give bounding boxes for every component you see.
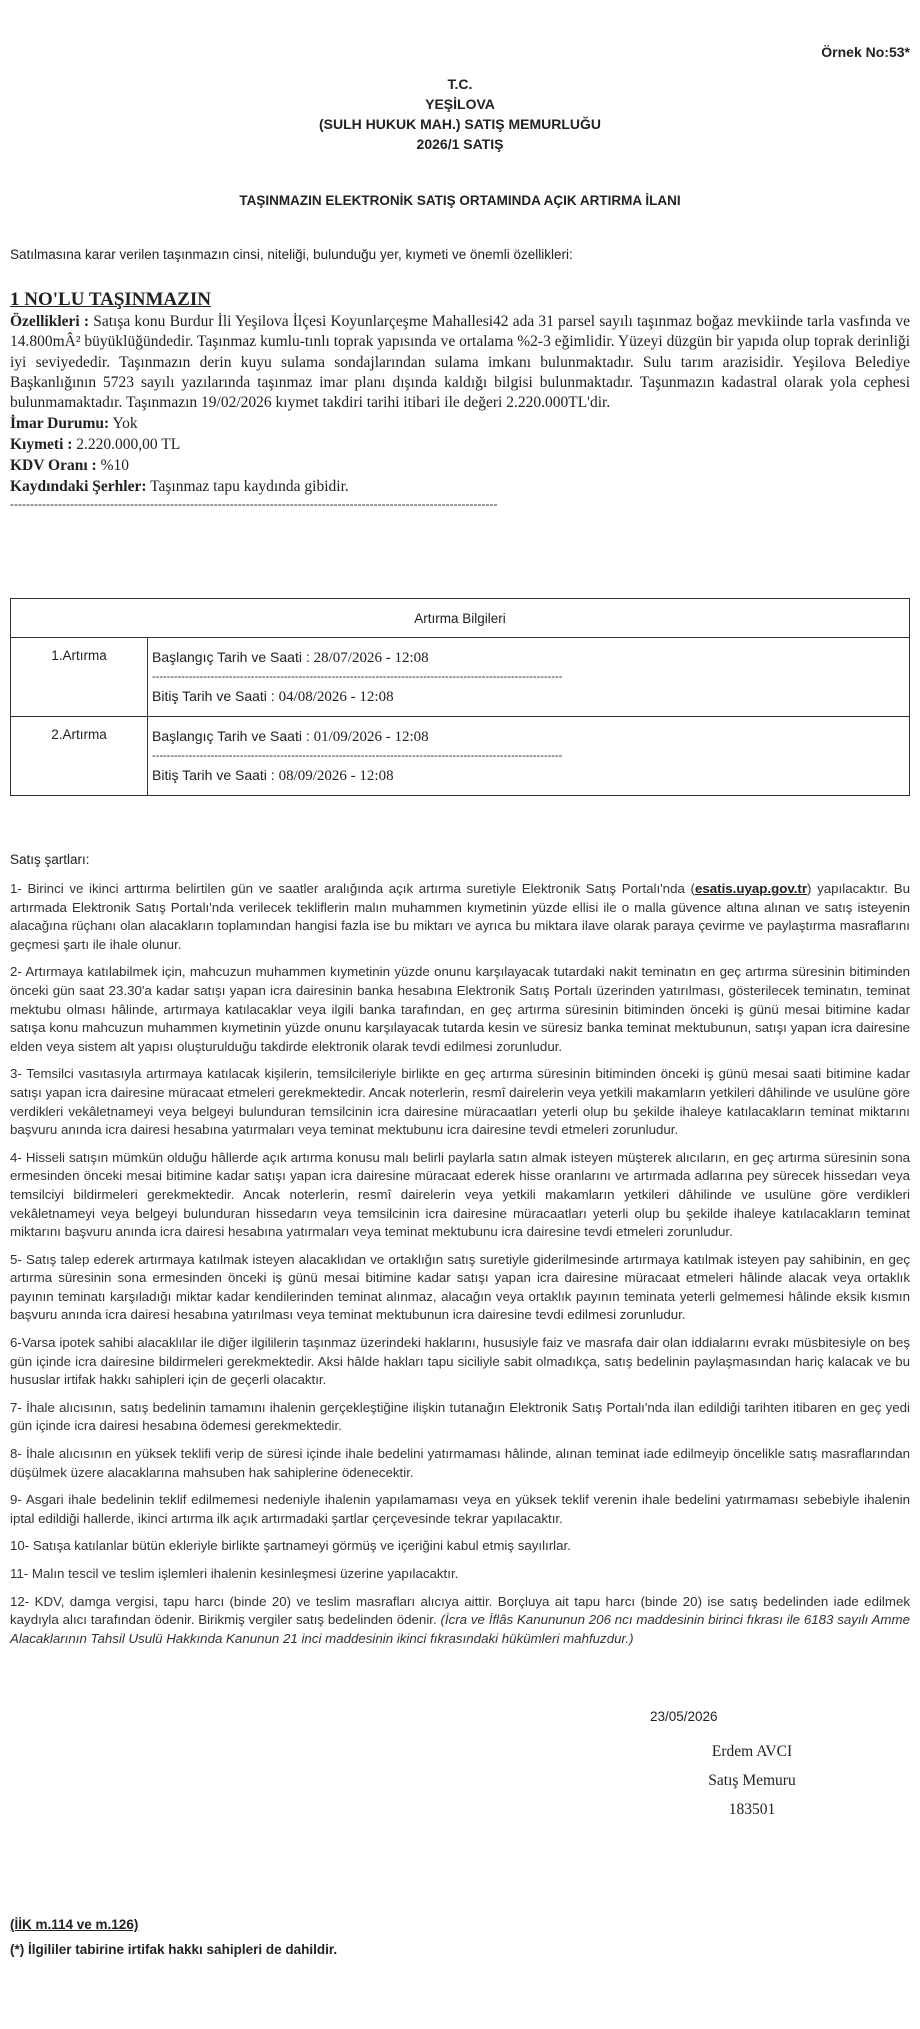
signature-block: [682, 1737, 822, 1824]
law-reference: (İİK m.114 ve m.126): [10, 1917, 139, 1932]
auction-end: [152, 685, 909, 708]
auction-row-1: [11, 638, 910, 717]
auction-label: 1.Artırma: [11, 638, 148, 717]
auction-table: [10, 598, 910, 796]
auction-table-header: Artırma Bilgileri: [11, 599, 910, 638]
condition-5: 5- Satış talep ederek artırmaya katılmak isteyen alacaklıdan ve ortaklığın satış suretiyle giderilmesinde artırmaya katılmak isteyen pay sahibinin, en geç artırma süresinin sona ermesinden önceki iş günü mesai bitimine kadar satışı yapan icra dairesine müracaat etmeleri hâlinde alacak veya ortaklık payının teminatı karşıladığı miktar kadar kendilerinden teminat alınmaz, alacağın veya ortaklık payının teminata yeterli gelmemesi hâlinde eksik kısmın başvuru anında icra dairesi hesabına yatırılması veya teminat mektubunun icra dairesine tevdi edilmesi zorunludur.: [10, 1251, 910, 1323]
row-separator: ----------------------------------------------------------------------------------------------------------------: [152, 750, 563, 762]
header-line-place: YEŞİLOVA: [425, 96, 495, 112]
features-text: Satışa konu Burdur İli Yeşilova İlçesi Koyunlarçeşme Mahallesi42 ada 31 parsel sayılı taşınmaz boğaz mevkiinde tarla vasfında ve 14.800mÂ² büyüklüğündedir. Taşınmaz kumlu-tınlı toprak yapısında ve ortalama %2-3 eğimlidir. Yüzeyi düzgün bir yapıda olup toprak derinliği iyi seviyededir. Taşınmazın derin kuyu sulama sondajlarından sulama imkanı bulunmaktadır. Sulu tarım arazisidir. Yeşilova Belediye Başkanlığının 5723 sayılı yazılarında taşınmaz imar planı dışında kaldığı bilgisi bulunmaktadır. Taşunmazın kadastral olarak yola cephesi bulunmamaktadır. Taşınmazın 19/02/2026 kıymet takdiri tarihi itibari ile değeri 2.220.000TL'dir.: [10, 313, 911, 412]
condition-6: 6-Varsa ipotek sahibi alacaklılar ile diğer ilgililerin taşınmaz üzerindeki haklarını, hususiyle faiz ve masrafa dair olan iddialarını evrakı müsbitesiyle on beş gün içinde icra dairesine bildirmeleri gerekmektedir. Aksi hâlde hakları tapu siciliyle sabit olmadıkça, satış bedelinin paylaşmasından hariç kalacak ve bu hususlar irtifak hakkı sahipleri için de geçerli olacaktır.: [10, 1335, 910, 1388]
condition-2: 2- Artırmaya katılabilmek için, mahcuzun muhammen kıymetinin yüzde onunu karşılayacak tutardaki nakit teminatın en geç artırma süresinin bitiminden önceki gün saat 23.30'a kadar satışı yapan icra dairesinin banka hesabına Elektronik Satış Portalı üzerinden yatırılması, gösterilecek teminatın, teminat mektubu olması hâlinde, artırmaya katılacaklar veya ilgili banka tarafından, en geç artırma süresinin bitiminden önceki iş günü mesai bitimine kadar satışa konu mahcuzun muhammen kıymetinin yüzde onunu karşılayacak tutarda kesin ve süresiz banka teminat mektubunun, satışı yapan icra dairesine elden veya sistem alt yapısı oluşturulduğu takdirde elektronik olarak tevdi edilmesi zorunludur.: [10, 964, 910, 1054]
zoning-value: Yok: [112, 415, 138, 433]
condition-8: 8- İhale alıcısının en yüksek teklifi verip de süresi içinde ihale bedelini yatırmaması hâlinde, alınan teminat iade edilmeyip öncelikle satış masraflarından düşülmek üzere alacaklarına mahsuben hak sahiplerine ödenecektir.: [10, 1446, 910, 1480]
annotations-label: Kaydındaki Şerhler:: [10, 478, 147, 496]
vat-label: KDV Oranı :: [10, 457, 97, 475]
value-row: [10, 434, 910, 455]
end-label: Bitiş Tarih ve Saati :: [152, 688, 275, 704]
annotations-row: [10, 476, 910, 497]
vat-row: [10, 455, 910, 476]
signer-title: Satış Memuru: [708, 1772, 796, 1789]
start-value: 28/07/2026 - 12:08: [313, 650, 429, 666]
start-label: Başlangıç Tarih ve Saati :: [152, 728, 310, 744]
condition-7: 7- İhale alıcısının, satış bedelinin tamamını ihalenin gerçekleştiğine ilişkin tutanağın Elektronik Satış Portalı'nda ilan edildiği tarihten itibaren en geç yedi gün içinde icra dairesi hesabına ödemesi gerekmektedir.: [10, 1399, 910, 1434]
conditions-list: [10, 880, 910, 1657]
condition-3: 3- Temsilci vasıtasıyla artırmaya katılacak kişilerin, temsilcileriyle birlikte en geç artırma süresinin bitiminden önceki iş günü mesai saati bitimine kadar satışı yapan icra dairesine müracaat etmeleri gerekmektedir. Ancak noterlerin, resmî dairelerin veya yetkili makamların yetkileri dâhilinde ve usulüne göre verdikleri vekâletnameyi veya belgeyi bulunduran temsilcinin icra dairesine müracaatları yeterli olup bu şekilde ihaleye katılacakların teminat miktarını başvuru anında icra dairesi hesabına yatırmaları veya teminat mektubunu icra dairesine tevdi etmeleri zorunludur.: [10, 1066, 910, 1138]
intro-text: Satılmasına karar verilen taşınmazın cinsi, niteliği, bulunduğu yer, kıymeti ve önemli özellikleri:: [10, 247, 573, 262]
auction-start: [152, 725, 909, 748]
condition-9: 9- Asgari ihale bedelinin teklif edilmemesi nedeniyle ihalenin yapılamaması veya en yüksek teklif verenin ihale bedelini yatırmaması sebebiyle ihalenin iptal edildiği hallerde, ikinci artırma ilk açık artırmadaki şartlar çerçevesinde tekrar yapılacaktır.: [10, 1492, 910, 1526]
conditions-title: Satış şartları:: [10, 852, 90, 867]
features-label: Özellikleri :: [10, 313, 90, 330]
condition-4: 4- Hisseli satışın mümkün olduğu hâllerde açık artırma konusu malı belirli paylarla satın almak isteyen müşterek alıcıların, en geç artırma süresinin sona ermesinden önceki mesai bitimine kadar satışı yapan icra dairesine müracaat ederek hisse oranlarını ve artırmada adlarına pey sürecek hissedarı veya temsilciyi bildirmeleri gerekmektedir. Ancak noterlerin, resmî dairelerin veya yetkili makamların yetkileri dâhilinde ve usulüne göre verdikleri vekâletnameyi veya belgeyi bulunduran hissedarın veya temsilcinin icra dairesine müracaatları yeterli olup bu şekilde ihaleye katılacakların teminat miktarını başvuru anında icra dairesi hesabına yatırmaları veya teminat mektubunu icra dairesine tevdi etmeleri zorunludur.: [10, 1149, 910, 1240]
header-line-tc: T.C.: [447, 76, 473, 92]
auction-start: [152, 646, 909, 669]
property-features: [10, 312, 910, 413]
signer-number: 183501: [728, 1801, 776, 1818]
condition-12-note: (İcra ve İflâs Kanununun 206 ncı maddesinin birinci fıkrası ile 6183 sayılı Amme Alacaklarının Tahsil Usulü Hakkında Kanunun 21 inci maddesinin ikinci fıkrasındaki hükümleri mahfuzdur.): [10, 1612, 910, 1646]
auction-end: [152, 764, 909, 787]
vat-value: %10: [100, 457, 129, 475]
header-line-file: 2026/1 SATIŞ: [416, 136, 504, 152]
footnote: (*) İlgililer tabirine irtifak hakkı sahipleri de dahildir.: [10, 1942, 338, 1957]
condition-1: 1- Birinci ve ikinci arttırma belirtilen gün ve saatler aralığında açık artırma suretiyle Elektronik Satış Portalı'nda (esatis.uyap.gov.tr) yapılacaktır. Bu artırmada Elektronik Satış Portalı'nda verilecek tekliflerin malın muhammen kıymetinin yüzde ellisi ile o malla güvence altına alınan ve satış isteyenin alacağına rüçhanı olan alacakların toplamından hangisi fazla ise bu miktarı ve ayrıca bu miktara ilave olarak paraya çevirme ve paylaştırma masraflarını geçmesi şartı ile ihale olunur.: [10, 881, 910, 952]
end-value: 04/08/2026 - 12:08: [278, 689, 394, 705]
document-date: 23/05/2026: [650, 1709, 718, 1724]
announcement-title: TAŞINMAZIN ELEKTRONİK SATIŞ ORTAMINDA AÇIK ARTIRMA İLANI: [239, 193, 681, 208]
property-title: 1 NO'LU TAŞINMAZIN: [10, 289, 211, 310]
value-amount: 2.220.000,00 TL: [76, 436, 181, 454]
zoning-row: [10, 413, 910, 434]
document-header: [10, 74, 910, 154]
end-value: 08/09/2026 - 12:08: [278, 768, 394, 784]
condition-11: 11- Malın tescil ve teslim işlemleri ihalenin kesinleşmesi üzerine yapılacaktır.: [10, 1566, 459, 1581]
esatis-link[interactable]: esatis.uyap.gov.tr: [694, 881, 808, 896]
condition-10: 10- Satışa katılanlar bütün ekleriyle birlikte şartnameyi görmüş ve içeriğini kabul etmiş sayılırlar.: [10, 1538, 571, 1554]
value-label: Kıymeti :: [10, 436, 73, 454]
annotations-value: Taşınmaz tapu kaydında gibidir.: [150, 478, 349, 496]
condition-12: 12- KDV, damga vergisi, tapu harcı (binde 20) ve teslim masrafları alıcıya aittir. Borçluya ait tapu harcı (binde 20) ise satış bedelinden iade edilmek kaydıyla alıcı tarafından ödenir. Birikmiş vergiler satış bedelinden ödenir. (İcra ve İflâs Kanununun 206 ncı maddesinin birinci fıkrası ile 6183 sayılı Amme Alacaklarının Tahsil Usulü Hakkında Kanunun 21 inci maddesinin ikinci fıkrasındaki hükümleri mahfuzdur.): [10, 1593, 910, 1646]
header-line-office: (SULH HUKUK MAH.) SATIŞ MEMURLUĞU: [318, 116, 602, 132]
end-label: Bitiş Tarih ve Saati :: [152, 767, 275, 783]
auction-label: 2.Artırma: [11, 717, 148, 796]
signer-name: Erdem AVCI: [711, 1743, 793, 1760]
divider-dashes: --------------------------------------------------------------------------------------------------------------------------: [10, 497, 498, 512]
auction-row-2: [11, 717, 910, 796]
zoning-label: İmar Durumu:: [10, 415, 110, 433]
start-value: 01/09/2026 - 12:08: [313, 729, 429, 745]
start-label: Başlangıç Tarih ve Saati :: [152, 649, 310, 665]
sample-number: Örnek No:53*: [821, 44, 910, 60]
row-separator: ----------------------------------------------------------------------------------------------------------------: [152, 671, 563, 683]
property-section: [10, 288, 910, 511]
